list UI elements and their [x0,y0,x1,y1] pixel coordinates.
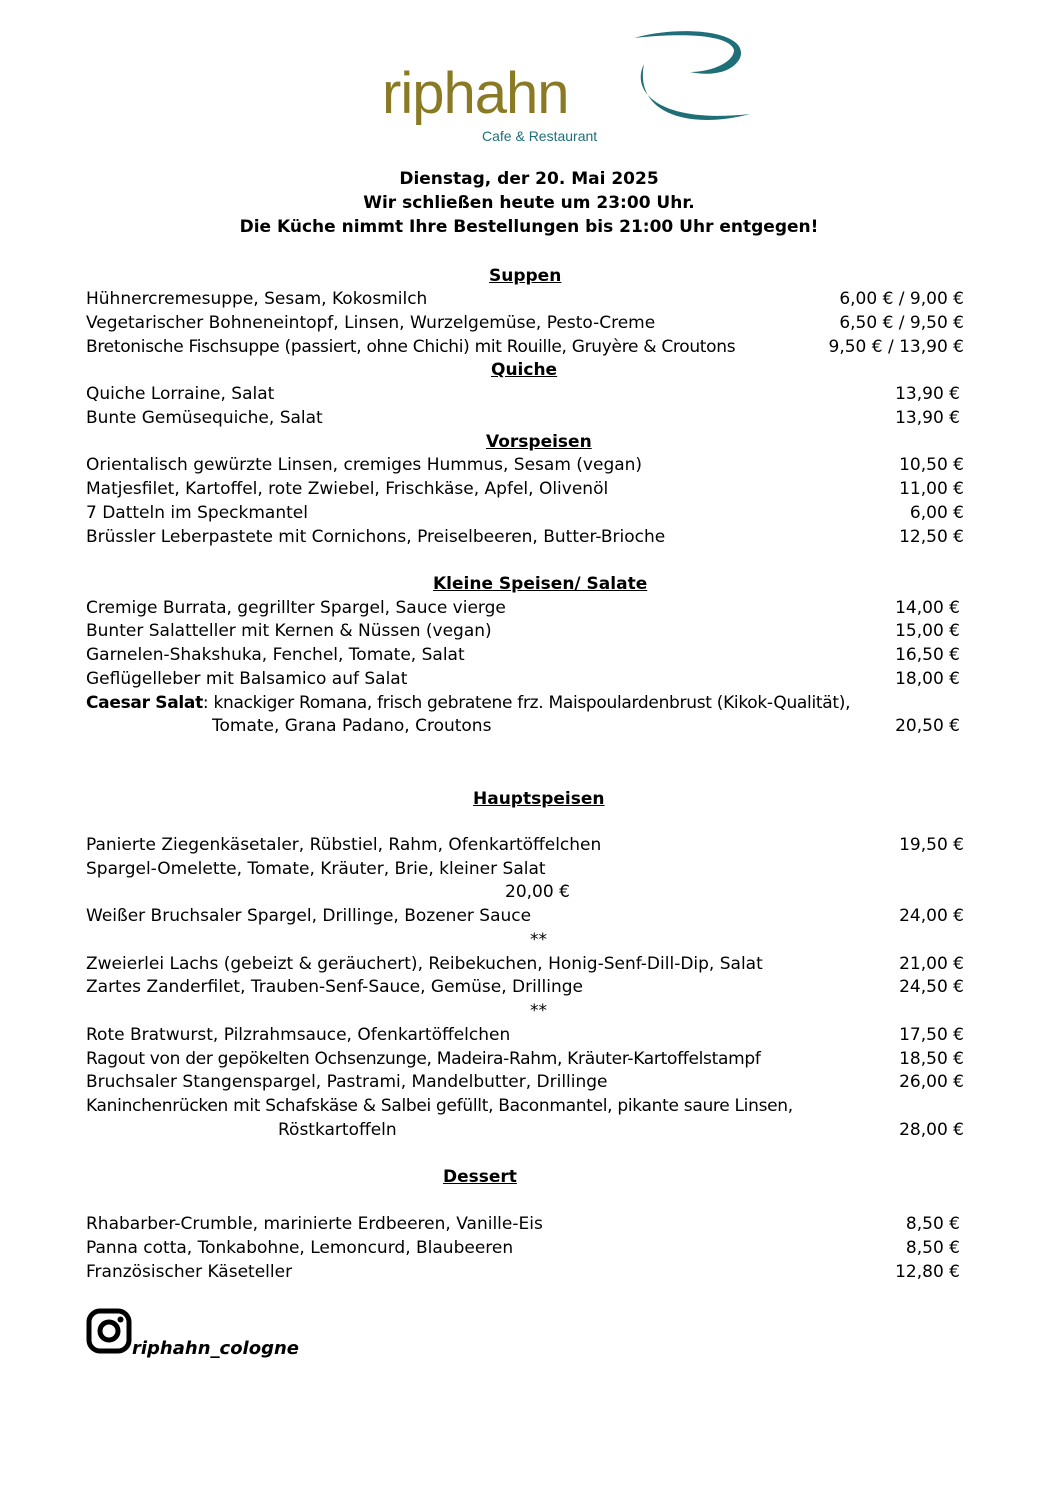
separator: ** [530,930,547,950]
menu-item-name: Matjesfilet, Kartoffel, rote Zwiebel, Frischkäse, Apfel, Olivenöl [86,479,609,499]
menu-item-name: Orientalisch gewürzte Linsen, cremiges Hummus, Sesam (vegan) [86,455,643,475]
menu-item-name: Quiche Lorraine, Salat [86,384,275,404]
separator: ** [530,1001,547,1021]
menu-item-price: 20,50 € [895,716,960,736]
menu-item-name: Bunte Gemüsequiche, Salat [86,408,323,428]
menu-item-price: 12,80 € [895,1262,960,1282]
menu-item-name: Bretonische Fischsuppe (passiert, ohne Chichi) mit Rouille, Gruyère & Croutons [86,337,736,357]
menu-item-name: Ragout von der gepökelten Ochsenzunge, Madeira-Rahm, Kräuter-Kartoffelstampf [86,1049,761,1069]
menu-item-name: Brüssler Leberpastete mit Cornichons, Preiselbeeren, Butter-Brioche [86,527,666,547]
menu-item-price: 19,50 € [899,835,964,855]
menu-item-price: 14,00 € [895,598,960,618]
menu-item-name: Rote Bratwurst, Pilzrahmsauce, Ofenkartöffelchen [86,1025,511,1045]
menu-item-price: 18,50 € [899,1049,964,1069]
logo-swoosh-icon [630,28,760,144]
section-title-quiche: Quiche [491,360,558,380]
menu-item-price: 8,50 € [905,1238,960,1258]
kitchen-notice: Die Küche nimmt Ihre Bestellungen bis 21:00 Uhr entgegen! [239,217,819,237]
menu-item-price: 24,00 € [899,906,964,926]
menu-item-name: Vegetarischer Bohneneintopf, Linsen, Wurzelgemüse, Pesto-Creme [86,313,656,333]
menu-item-name: Panierte Ziegenkäsetaler, Rübstiel, Rahm, Ofenkartöffelchen [86,835,602,855]
menu-item-price: 15,00 € [895,621,960,641]
caesar-salat-description: : knackiger Romana, frisch gebratene frz. Maispoulardenbrust (Kikok-Qualität), [202,693,851,713]
menu-item-price: 6,00 € / 9,00 € [839,289,964,309]
menu-item-price: 26,00 € [899,1072,964,1092]
menu-item-name: Panna cotta, Tonkabohne, Lemoncurd, Blaubeeren [86,1238,514,1258]
menu-item-price: 9,50 € / 13,90 € [828,337,964,357]
menu-item-price: 16,50 € [895,645,960,665]
menu-item-name: Zweierlei Lachs (gebeizt & geräuchert), Reibekuchen, Honig-Senf-Dill-Dip, Salat [86,954,763,974]
menu-item-name: Bunter Salatteller mit Kernen & Nüssen (vegan) [86,621,492,641]
menu-item-price: 6,50 € / 9,50 € [839,313,964,333]
menu-item-price: 20,00 € [505,882,570,902]
logo [382,58,762,150]
menu-item-price: 21,00 € [899,954,964,974]
menu-item-price: 17,50 € [899,1025,964,1045]
menu-item-name: Spargel-Omelette, Tomate, Kräuter, Brie, kleiner Salat [86,859,546,879]
menu-item-price: 8,50 € [905,1214,960,1234]
menu-item-name: Rhabarber-Crumble, marinierte Erdbeeren, Vanille-Eis [86,1214,543,1234]
menu-item-price: 18,00 € [895,669,960,689]
menu-item-name: Bruchsaler Stangenspargel, Pastrami, Mandelbutter, Drillinge [86,1072,608,1092]
menu-item-name: Hühnercremesuppe, Sesam, Kokosmilch [86,289,428,309]
instagram-handle[interactable]: riphahn_cologne [132,1338,300,1359]
menu-item-name: Cremige Burrata, gegrillter Spargel, Sauce vierge [86,598,506,618]
menu-item-name: Geflügelleber mit Balsamico auf Salat [86,669,408,689]
caesar-salat-title: Caesar Salat [86,693,203,713]
menu-item-name: Garnelen-Shakshuka, Fenchel, Tomate, Salat [86,645,465,665]
menu-item-price: 24,50 € [899,977,964,997]
section-title-kleine-speisen: Kleine Speisen/ Salate [433,574,648,594]
menu-date: Dienstag, der 20. Mai 2025 [399,169,659,189]
menu-item-price: 13,90 € [895,408,960,428]
menu-item-name: Französischer Käseteller [86,1262,293,1282]
closing-notice: Wir schließen heute um 23:00 Uhr. [363,193,695,213]
section-title-vorspeisen: Vorspeisen [486,432,592,452]
logo-subtitle: Cafe & Restaurant [482,128,598,144]
menu-item-price: 13,90 € [895,384,960,404]
menu-item-name: 7 Datteln im Speckmantel [86,503,308,523]
menu-item-name: Weißer Bruchsaler Spargel, Drillinge, Bozener Sauce [86,906,532,926]
section-title-dessert: Dessert [443,1167,517,1187]
menu-item-price: 6,00 € [909,503,964,523]
menu-item-name-cont: Röstkartoffeln [278,1120,397,1140]
menu-item-price: 28,00 € [899,1120,964,1140]
logo-wordmark: riphahn [382,61,569,126]
section-title-suppen: Suppen [489,266,562,286]
menu-item-price: 12,50 € [899,527,964,547]
menu-item-name: Kaninchenrücken mit Schafskäse & Salbei gefüllt, Baconmantel, pikante saure Linsen, [86,1096,793,1116]
caesar-salat-line [86,693,850,713]
menu-item-price: 10,50 € [899,455,964,475]
section-title-hauptspeisen: Hauptspeisen [473,789,605,809]
menu-item-price: 11,00 € [899,479,964,499]
instagram-icon[interactable] [86,1308,132,1354]
menu-item-name: Zartes Zanderfilet, Trauben-Senf-Sauce, Gemüse, Drillinge [86,977,584,997]
caesar-salat-description-cont: Tomate, Grana Padano, Croutons [212,716,492,736]
